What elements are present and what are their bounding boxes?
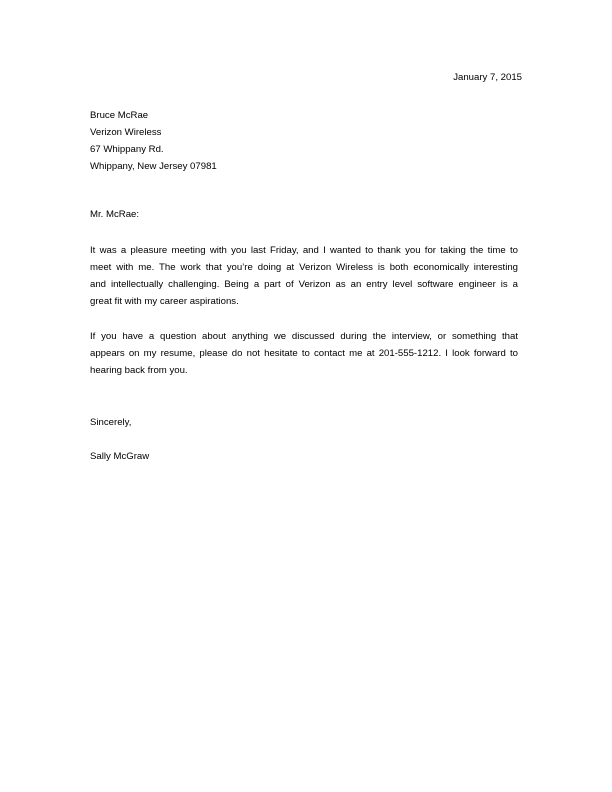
paragraph-line: hearing back from you.	[90, 365, 188, 376]
paragraph-line: It was a pleasure meeting with you last Friday, and I wanted to thank you for taking the time to	[90, 245, 518, 256]
body-paragraph-2	[90, 328, 518, 379]
closing: Sincerely,	[90, 417, 132, 428]
paragraph-line: If you have a question about anything we discussed during the interview, or something that	[90, 331, 518, 342]
recipient-name: Bruce McRae	[90, 110, 149, 121]
recipient-company: Verizon Wireless	[90, 127, 162, 138]
salutation: Mr. McRae:	[90, 209, 140, 220]
paragraph-line: meet with me. The work that you’re doing at Verizon Wireless is both economically interesting	[90, 262, 518, 273]
recipient-address	[90, 107, 217, 175]
paragraph-line: great fit with my career aspirations.	[90, 296, 239, 307]
recipient-city-state-zip: Whippany, New Jersey 07981	[90, 161, 217, 172]
paragraph-line: and intellectually challenging. Being a part of Verizon as an entry level software engineer is a	[90, 279, 518, 290]
paragraph-line: appears on my resume, please do not hesitate to contact me at 201-555-1212. I look forward to	[90, 348, 518, 359]
signature-name: Sally McGraw	[90, 451, 150, 462]
letter-date: January 7, 2015	[453, 72, 522, 83]
body-paragraph-1	[90, 242, 518, 310]
recipient-street: 67 Whippany Rd.	[90, 144, 164, 155]
